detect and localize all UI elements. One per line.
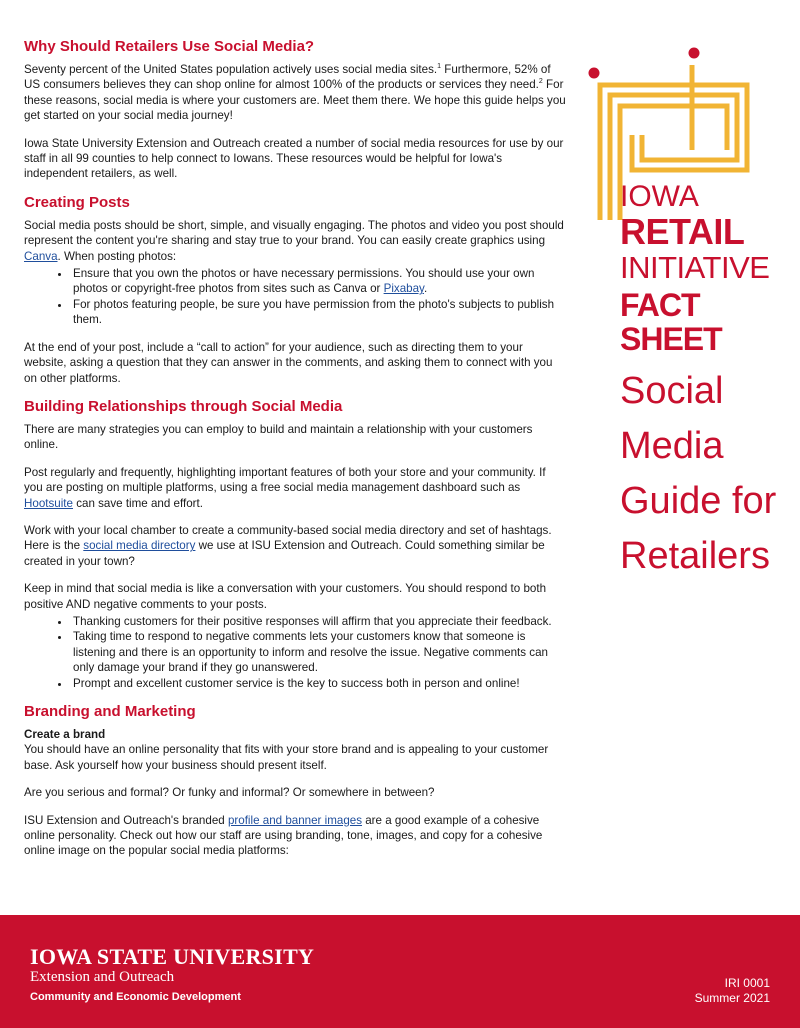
list-item: • Taking time to respond to negative comments lets your customers know that someone is listening and there is an opportunity to inform and resolve the issue. Negative comments can only damage your brand if they go unanswered.	[71, 629, 566, 675]
masthead-fact-sheet: FACT SHEET	[620, 287, 722, 357]
why-paragraph-1: Seventy percent of the United States population actively uses social media sites.$^1$ Furthermore, 52% of US consumers believes they can shop online for almost 100% of the products or services they need.$^2$ For these reasons, social media is where your customers are. Meet them there. We hope this guide helps you get started on your social media journey!	[24, 63, 566, 123]
heading-branding-marketing: Branding and Marketing	[24, 703, 196, 720]
logo-dot-left	[589, 68, 600, 79]
title-line-4: Retailers	[620, 535, 770, 577]
footer-band	[0, 915, 800, 1028]
department-label: Community and Economic Development	[30, 991, 241, 1003]
heading-creating-posts: Creating Posts	[24, 193, 130, 211]
document-id: IRI 0001	[724, 976, 770, 990]
logo-dot-right	[689, 48, 700, 59]
list-item: • For photos featuring people, be sure you have permission from the photo's subjects to publish them.	[71, 297, 566, 328]
profile-banner-images-link[interactable]: profile and banner images	[227, 813, 363, 827]
why-paragraph-2: Iowa State University Extension and Outreach created a number of social media resources for use by our staff in all 99 counties to help connect to Iowans. These resources would be helpful for Iowa's independent retailers, as well.	[24, 136, 564, 181]
branding-paragraph-2: Are you serious and formal? Or funky and informal? Or somewhere in between?	[24, 786, 435, 800]
social-media-directory-link[interactable]: social media directory	[83, 539, 196, 553]
building-paragraph-2: Post regularly and frequently, highlighting important features of both your store and your community. If you are posting on multiple platforms, using a free social media management dashboard such as Hootsuite can save time and effort.	[24, 465, 546, 510]
canva-link[interactable]: Canva	[24, 249, 58, 263]
university-wordmark: IOWA STATE UNIVERSITY	[30, 944, 315, 969]
heading-why-social-media: Why Should Retailers Use Social Media?	[24, 38, 315, 55]
title-line-3: Guide for	[620, 480, 777, 522]
extension-outreach-label: Extension and Outreach	[30, 969, 175, 985]
building-paragraph-1: There are many strategies you can employ to build and maintain a relationship with your customers online.	[24, 422, 533, 452]
publication-date: Summer 2021	[694, 991, 770, 1005]
hootsuite-link[interactable]: Hootsuite	[24, 496, 73, 510]
title-line-2: Media	[620, 425, 724, 467]
building-paragraph-4: Keep in mind that social media is like a conversation with your customers. You should respond to both positive AND negative comments to your posts.	[24, 582, 547, 611]
response-tips-list	[24, 614, 566, 691]
subheading-create-brand: Create a brand	[24, 728, 106, 741]
photo-guidelines-list	[24, 266, 566, 328]
masthead-retail: RETAIL	[620, 211, 745, 252]
footnote-ref-1[interactable]: 1	[437, 63, 442, 71]
branding-paragraph-1: You should have an online personality that fits with your store brand and is appealing to your customer base. Ask yourself how your business should present itself.	[24, 743, 549, 772]
list-item: • Thanking customers for their positive responses will affirm that you appreciate their feedback.	[71, 614, 566, 629]
building-paragraph-3: Work with your local chamber to create a community-based social media directory and set of hashtags. Here is the social media directory we use at ISU Extension and Outreach. Could something similar be created in your town?	[24, 523, 552, 568]
list-item: • Ensure that you own the photos or have necessary permissions. You should use your own photos or copyright-free photos from sites such as Canva or Pixabay.	[71, 266, 566, 297]
document-title	[620, 364, 790, 584]
branding-paragraph-3: ISU Extension and Outreach's branded profile and banner images are a good example of a cohesive online personality. Check out how our staff are using branding, tone, images, and copy for a cohesive online image on the popular social media platforms:	[24, 813, 543, 858]
masthead-iowa: IOWA	[620, 180, 699, 213]
heading-building-relationships: Building Relationships through Social Media	[24, 397, 343, 415]
masthead-initiative: INITIATIVE	[620, 250, 770, 285]
title-line-1: Social	[620, 370, 724, 412]
footnote-ref-2[interactable]: 2	[538, 78, 543, 86]
list-item: • Prompt and excellent customer service is the key to success both in person and online!	[71, 676, 566, 691]
pixabay-link[interactable]: Pixabay	[383, 282, 424, 296]
main-content	[24, 38, 566, 871]
creating-paragraph-1: Social media posts should be short, simple, and visually engaging. The photos and video you post should represent the content you're sharing and stay true to your brand. You can easily create graphics using Canva. When posting photos:	[24, 218, 564, 263]
creating-paragraph-2: At the end of your post, include a “call to action” for your audience, such as directing them to your website, asking a question that they can answer in the comments, and asking them to connect with you on other platforms.	[24, 340, 553, 385]
